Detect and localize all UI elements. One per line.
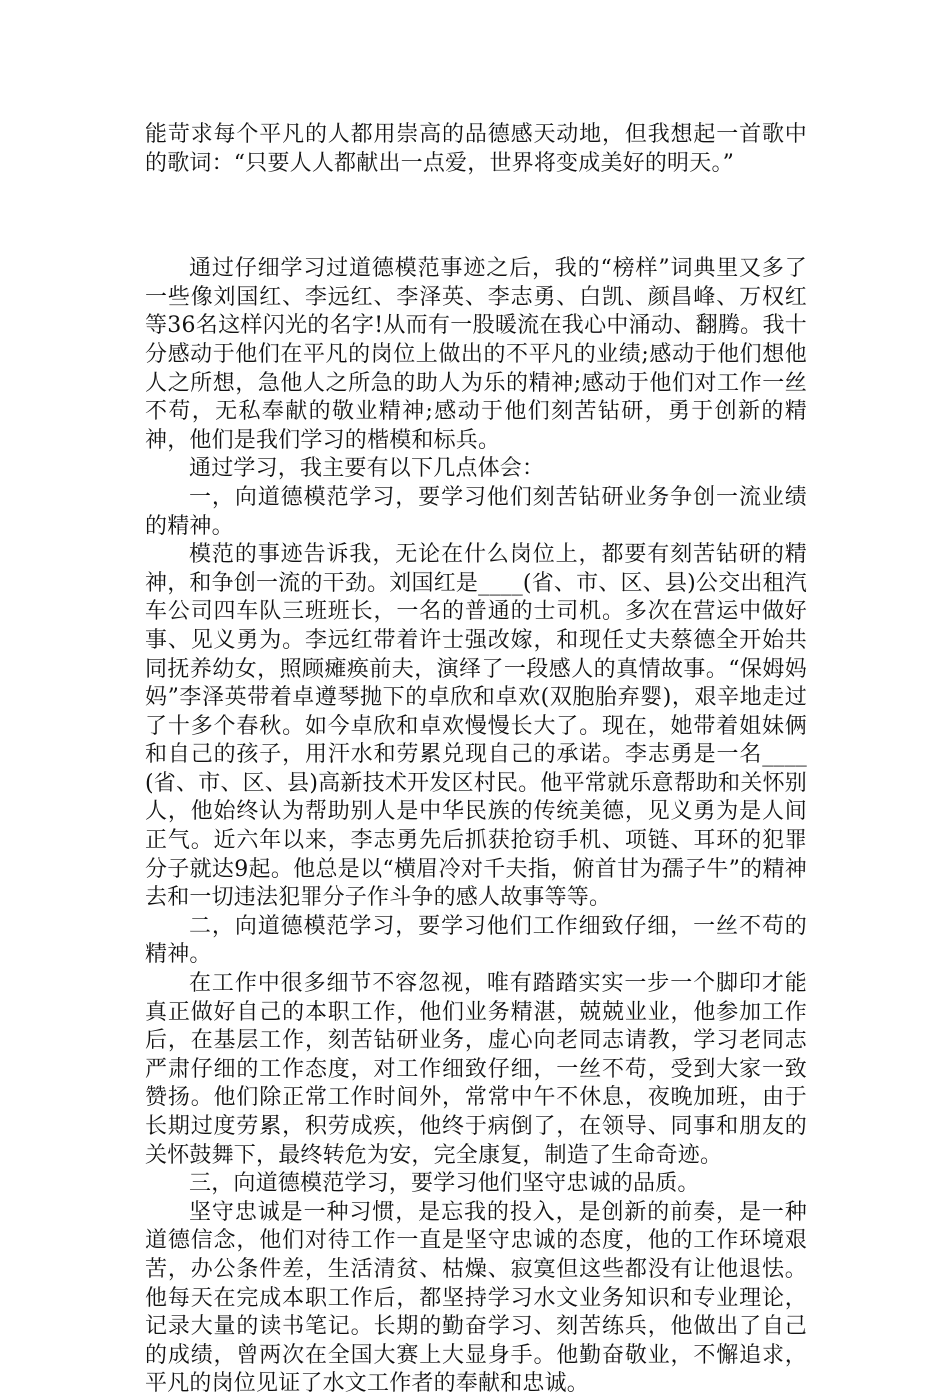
paragraph-inspiration: 通过仔细学习过道德模范事迹之后，我的“榜样”词典里又多了一些像刘国红、李远红、李泽英、李志勇、白凯、颜昌峰、万权红等36名这样闪光的名字!从而有一股暖流在我心中涌动、翻腾。我十分感动于他们在平凡的岗位上做出的不平凡的业绩;感动于他们想他人之所想，急他人之所急的助人为乐的精神;感动于他们对工作一丝不苟，无私奉献的敬业精神;感动于他们刻苦钻研，勇于创新的精神，他们是我们学习的楷模和标兵。 (145, 256, 807, 453)
paragraph-section-3: 坚守忠诚是一种习惯，是忘我的投入，是创新的前奏，是一种道德信念，他们对待工作一直是坚守忠诚的态度，他的工作环境艰苦，办公条件差，生活清贫、枯燥、寂寞但这些都没有让他退怯。他每天在完成本职工作后，都坚持学习水文业务知识和专业理论，记录大量的读书笔记。长期的勤奋学习、刻苦练兵，他做出了自己的成绩，曾两次在全国大赛上大显身手。他勤奋敬业，不懈追求，平凡的岗位见证了水文工作者的奉献和忠诚。 (145, 1199, 807, 1397)
section-heading-1: 一，向道德模范学习，要学习他们刻苦钻研业务争创一流业绩的精神。 (145, 484, 807, 539)
section-heading-3: 三，向道德模范学习，要学习他们坚守忠诚的品质。 (189, 1171, 700, 1197)
section-heading-2: 二，向道德模范学习，要学习他们工作细致仔细，一丝不苟的精神。 (145, 913, 807, 968)
intro-paragraph: 能苛求每个平凡的人都用崇高的品德感天动地，但我想起一首歌中的歌词：“只要人人都献出一点爱，世界将变成美好的明天。” (145, 122, 807, 176)
paragraph-summary-lead: 通过学习，我主要有以下几点体会： (189, 456, 545, 482)
paragraph-section-1: 模范的事迹告诉我，无论在什么岗位上，都要有刻苦钻研的精神，和争创一流的干劲。刘国红是____(省、市、区、县)公交出租汽车公司四车队三班班长，一名的普通的士司机。多次在营运中做好事、见义勇为。李远红带着许士强改嫁，和现任丈夫蔡德全开始共同抚养幼女，照顾瘫痪前夫，演绎了一段感人的真情故事。“保姆妈妈”李泽英带着卓遵琴抛下的卓欣和卓欢(双胞胎弃婴)，艰辛地走过了十多个春秋。如今卓欣和卓欢慢慢长大了。现在，她带着姐妹俩和自己的孩子，用汗水和劳累兑现自己的承诺。李志勇是一名____(省、市、区、县)高新技术开发区村民。他平常就乐意帮助和关怀别人，他始终认为帮助别人是中华民族的传统美德，见义勇为是人间正气。近六年以来，李志勇先后抓获抢窃手机、项链、耳环的犯罪分子就达9起。他总是以“横眉冷对千夫指，俯首甘为孺子牛”的精神去和一切违法犯罪分子作斗争的感人故事等等。 (145, 542, 807, 911)
paragraph-section-2: 在工作中很多细节不容忽视，唯有踏踏实实一步一个脚印才能真正做好自己的本职工作，他们业务精湛，兢兢业业，他参加工作后，在基层工作，刻苦钻研业务，虚心向老同志请教，学习老同志严肃仔细的工作态度，对工作细致仔细，一丝不苟，受到大家一致赞扬。他们除正常工作时间外，常常中午不休息，夜晚加班，由于长期过度劳累，积劳成疾，他终于病倒了，在领导、同事和朋友的关怀鼓舞下，最终转危为安，完全康复，制造了生命奇迹。 (145, 971, 807, 1168)
paragraph-gap (145, 178, 807, 255)
document-page (145, 121, 807, 1399)
